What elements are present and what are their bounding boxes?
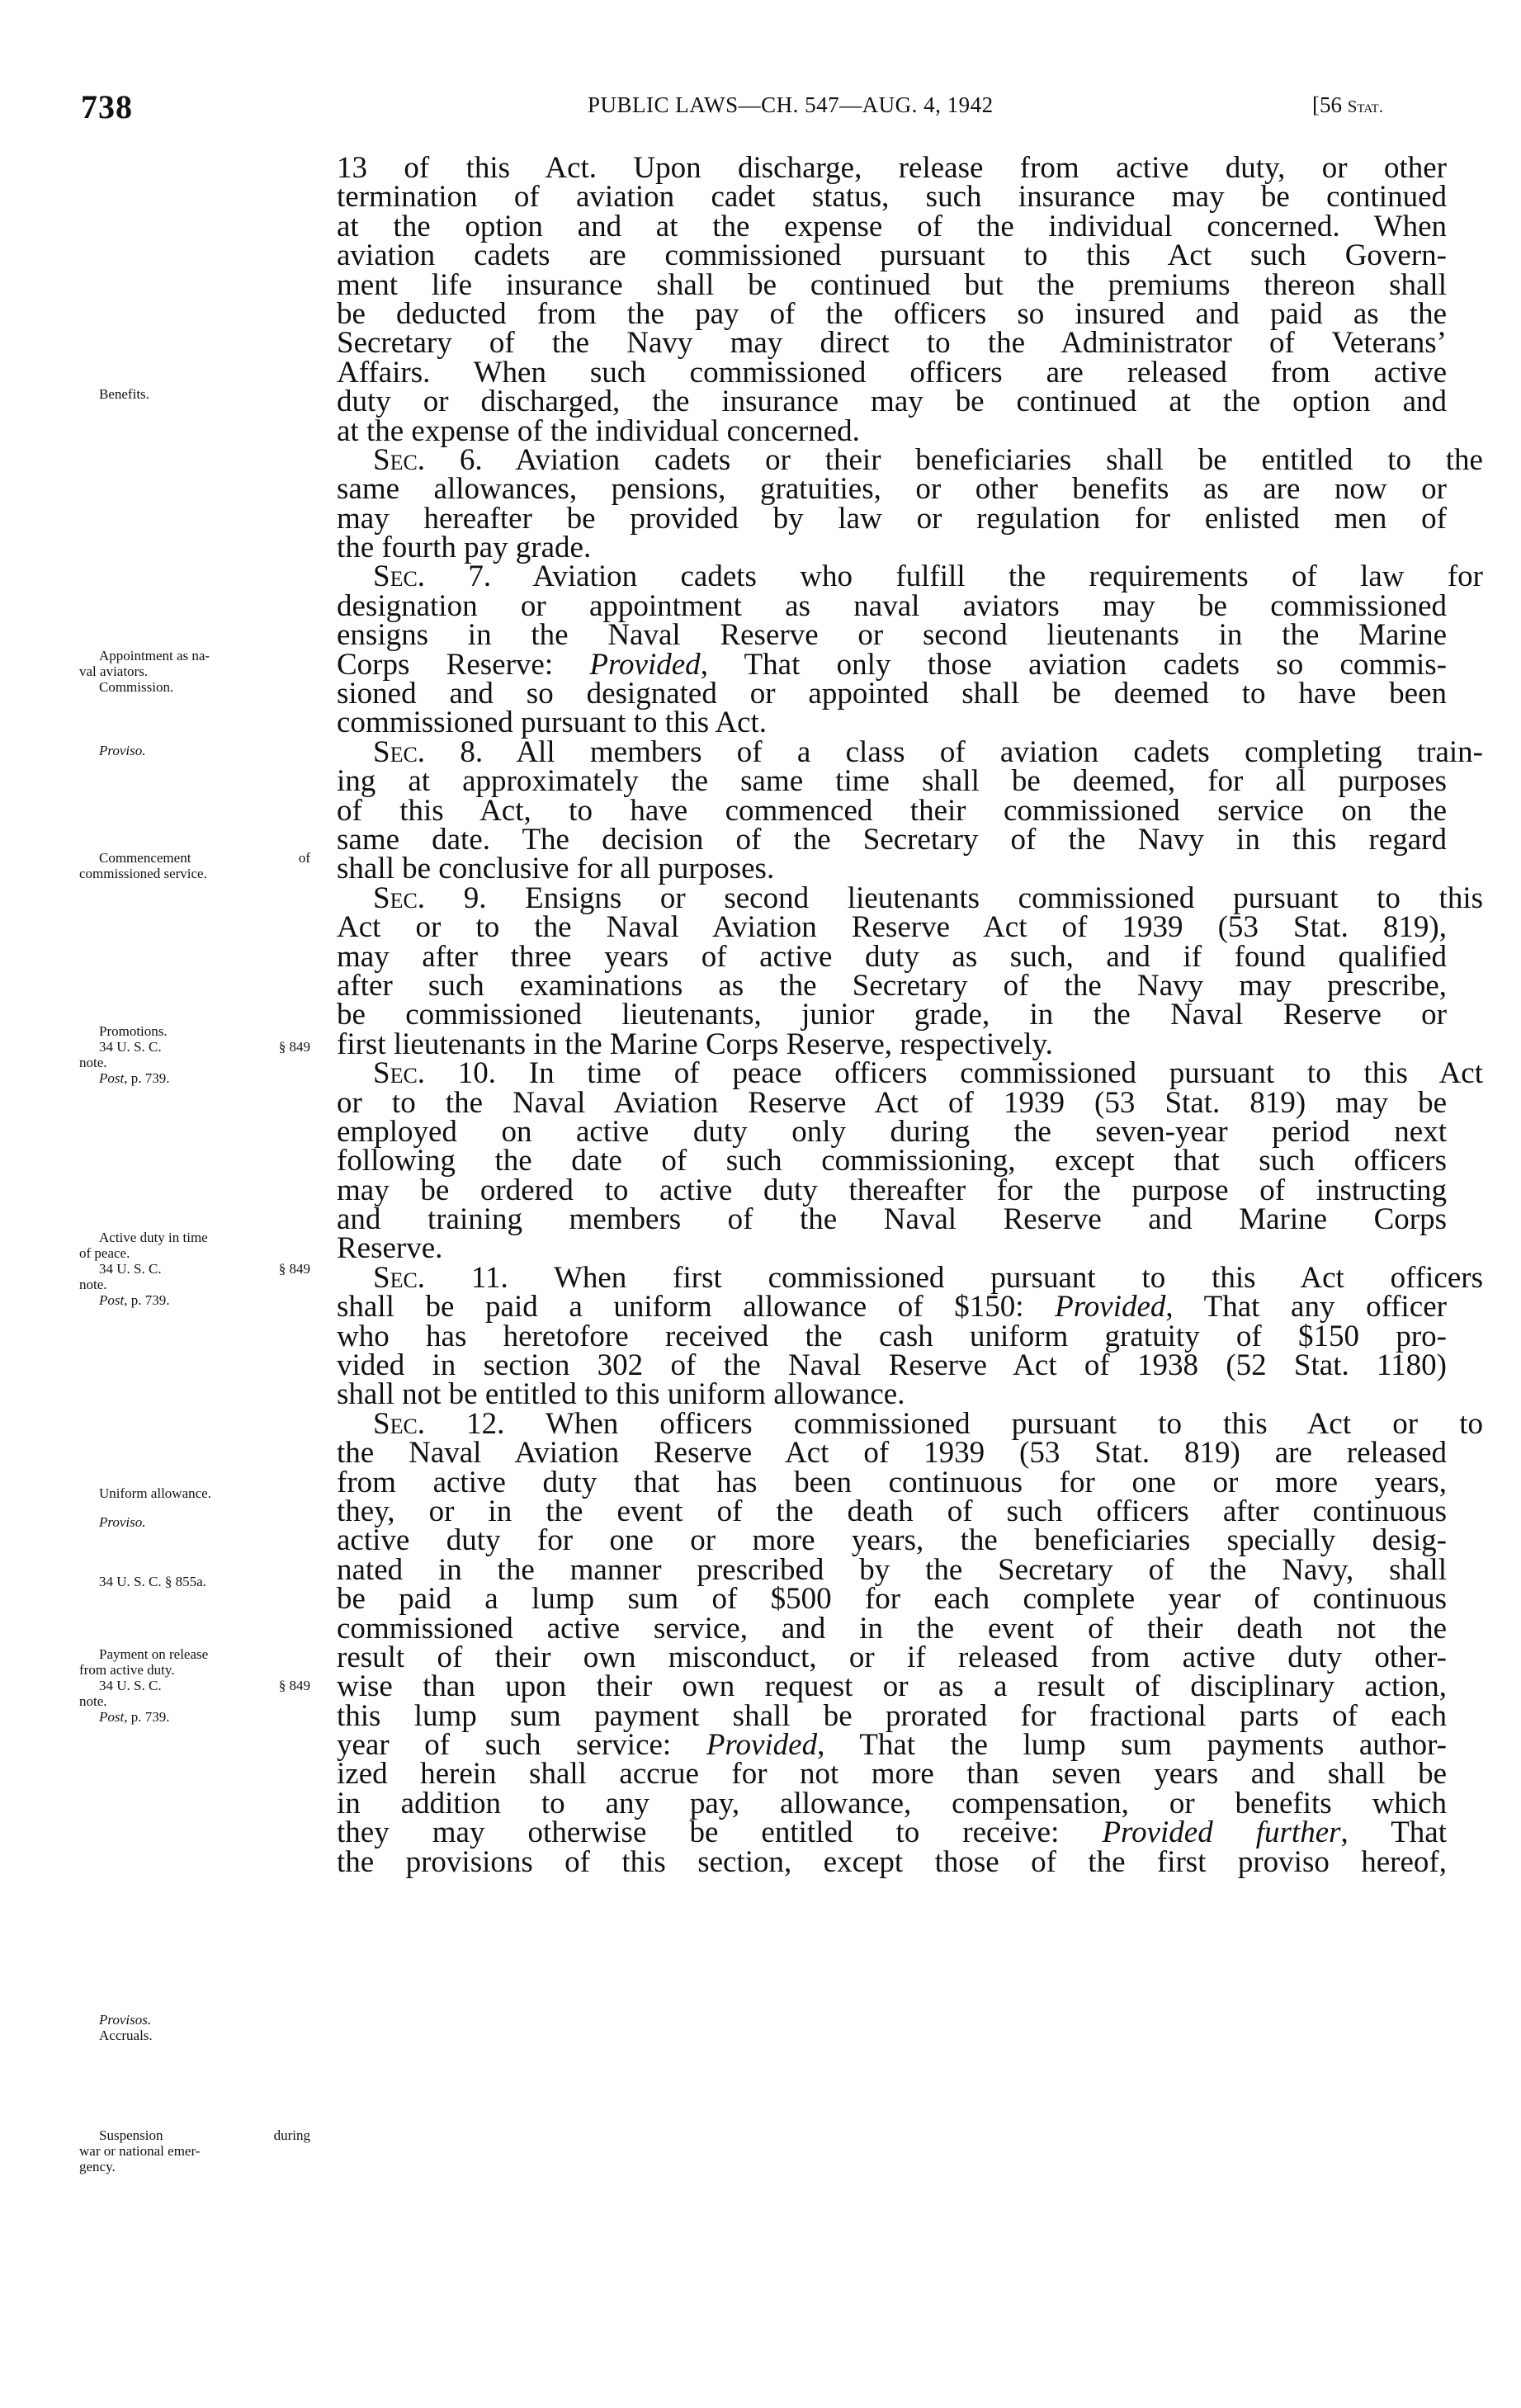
text-line — [337, 677, 1447, 711]
text-line — [337, 793, 1447, 828]
margin-note-text: of — [298, 850, 310, 866]
usc-citation: 34 U. S. C. — [99, 1261, 162, 1277]
usc-citation: 34 U. S. C. — [99, 1678, 162, 1693]
text-line — [337, 1611, 1447, 1645]
text-fragment: of this Act, to have commenced their commissioned service on the — [337, 793, 1447, 828]
margin-note-commencement — [79, 850, 310, 881]
margin-note-text: war or national emer- — [79, 2143, 201, 2159]
text-line — [337, 151, 1447, 185]
text-line — [337, 267, 1447, 302]
margin-note-text: note. — [79, 1277, 107, 1292]
text-line — [337, 1085, 1447, 1120]
text-line — [337, 1640, 1447, 1674]
text-fragment: Aviation cadets or their beneficiaries shall be entitled to the — [482, 442, 1483, 477]
section-number: Sec. 9. — [373, 881, 487, 915]
text-fragment: shall be paid a uniform allowance of $150: — [337, 1290, 1056, 1324]
text-fragment: in addition to any pay, allowance, compensation, or benefits which — [337, 1786, 1447, 1820]
section-number: Sec. 8. — [373, 734, 484, 769]
margin-note-text: Proviso. — [99, 1514, 146, 1530]
text-fragment: ing at approximately the same time shall be deemed, for all purposes — [337, 764, 1447, 799]
text-line — [337, 852, 1447, 886]
text-fragment: Act or to the Naval Aviation Reserve Act of 1939 (53 Stat. 819), — [337, 910, 1447, 945]
text-line — [337, 939, 1447, 974]
section-first-line — [337, 442, 1483, 477]
margin-note-row — [79, 2127, 310, 2143]
text-line — [337, 1173, 1447, 1207]
text-line — [337, 501, 1447, 536]
text-fragment: the Naval Aviation Reserve Act of 1939 (53 Stat. 819) are released — [337, 1436, 1447, 1471]
text-fragment: Affairs. When such commissioned officers are released from active — [337, 355, 1447, 390]
margin-note-text: Payment on release — [99, 1646, 209, 1662]
text-fragment: wise than upon their own request or as a result of disciplinary action, — [337, 1669, 1447, 1704]
text-fragment: result of their own misconduct, or if released from active duty other- — [337, 1640, 1447, 1674]
text-line — [337, 1582, 1447, 1617]
text-fragment: shall not be entitled to this uniform allowance. — [337, 1377, 905, 1412]
margin-note-provisos-accruals — [79, 2012, 310, 2043]
margin-note-text: from active duty. — [79, 1662, 175, 1678]
usc-citation: 34 U. S. C. — [99, 1039, 162, 1055]
margin-note-text: Active duty in time — [99, 1230, 208, 1245]
text-fragment: Corps Reserve: — [337, 647, 590, 682]
margin-note-text: Commission. — [99, 679, 174, 695]
text-fragment: When officers commissioned pursuant to this Act or to — [504, 1406, 1483, 1441]
text-fragment: designation or appointment as naval aviators may be commissioned — [337, 588, 1447, 623]
margin-note-text: of peace. — [79, 1245, 130, 1261]
text-line — [337, 1348, 1447, 1383]
text-line — [337, 413, 1447, 448]
text-fragment: When first commissioned pursuant to this Act officers — [508, 1260, 1483, 1295]
text-line — [337, 1669, 1447, 1704]
text-fragment: they, or in the event of the death of such officers after continuous — [337, 1494, 1447, 1528]
text-line — [337, 764, 1447, 799]
margin-note-text: Suspension — [99, 2127, 163, 2143]
usc-section: § 849 — [278, 1678, 310, 1693]
text-line — [337, 1319, 1447, 1353]
text-fragment: at the option and at the expense of the individual concerned. When — [337, 209, 1447, 243]
usc-section: § 849 — [278, 1261, 310, 1277]
text-fragment: , That the lump sum payments author- — [817, 1728, 1447, 1763]
text-line — [337, 296, 1447, 331]
text-line — [337, 209, 1447, 243]
text-fragment: All members of a class of aviation cadets completing train- — [483, 734, 1483, 769]
text-fragment: ment life insurance shall be continued but the premiums thereon shall — [337, 267, 1447, 302]
text-fragment: be commissioned lieutenants, junior grade, in the Naval Reserve or — [337, 998, 1447, 1032]
post-page-ref — [79, 1709, 310, 1725]
text-fragment: , That only those aviation cadets so commis- — [700, 647, 1447, 682]
post-page-ref — [79, 1292, 310, 1308]
text-line — [337, 1027, 1447, 1061]
text-fragment: ized herein shall accrue for not more than seven years and shall be — [337, 1757, 1447, 1792]
section-first-line — [337, 1406, 1483, 1441]
text-line — [337, 1465, 1447, 1499]
text-line — [337, 618, 1447, 653]
text-line — [337, 1844, 1447, 1879]
section-first-line — [337, 1056, 1483, 1091]
text-line — [337, 1494, 1447, 1528]
margin-note-text: during — [273, 2127, 310, 2143]
proviso-italic: Provided — [589, 647, 701, 682]
margin-note-text: Provisos. — [99, 2012, 152, 2028]
text-fragment: the provisions of this section, except those of the first proviso hereof, — [337, 1844, 1447, 1879]
text-fragment: year of such service: — [337, 1728, 706, 1763]
text-fragment: may hereafter be provided by law or regulation for enlisted men of — [337, 501, 1447, 536]
section-number: Sec. 7. — [373, 560, 492, 594]
text-line — [337, 1523, 1447, 1558]
text-fragment: vided in section 302 of the Naval Reserve Act of 1938 (52 Stat. 1180) — [337, 1348, 1447, 1383]
margin-note-row — [79, 1261, 310, 1277]
text-line — [337, 706, 1447, 740]
text-fragment: Ensigns or second lieutenants commissioned pursuant to this — [486, 881, 1484, 915]
margin-note-active-duty — [79, 1230, 310, 1308]
text-line — [337, 472, 1447, 507]
margin-note-row — [79, 850, 310, 866]
text-fragment: be deducted from the pay of the officers so insured and paid as the — [337, 296, 1447, 331]
text-fragment: ensigns in the Naval Reserve or second lieutenants in the Marine — [337, 618, 1447, 653]
post-page: , p. 739. — [124, 1709, 170, 1725]
statute-body-text — [337, 151, 1484, 1879]
post-page: , p. 739. — [124, 1070, 170, 1086]
text-line — [337, 238, 1447, 273]
running-head-title: PUBLIC LAWS—CH. 547—AUG. 4, 1942 — [588, 92, 994, 117]
text-line — [337, 1377, 1447, 1412]
text-fragment: 13 of this Act. Upon discharge, release from active duty, or other — [337, 151, 1447, 185]
margin-note-text: Commencement — [99, 850, 191, 866]
section-number: Sec. 10. — [373, 1056, 497, 1091]
text-line — [337, 1552, 1447, 1587]
margin-note-row — [79, 1039, 310, 1055]
margin-note-benefits — [79, 386, 310, 402]
margin-note-text: note. — [79, 1055, 107, 1070]
text-line — [337, 531, 1447, 565]
section-first-line — [337, 734, 1483, 769]
text-line — [337, 180, 1447, 215]
text-line — [337, 326, 1447, 361]
text-line — [337, 1202, 1447, 1237]
text-fragment: active duty for one or more years, the beneficiaries specially desig- — [337, 1523, 1447, 1558]
stat-ref-label: Stat. — [1347, 97, 1383, 116]
text-fragment: after such examinations as the Secretary of the Navy may prescribe, — [337, 968, 1447, 1003]
margin-note-text: note. — [79, 1693, 107, 1709]
section-first-line — [337, 881, 1484, 915]
section-number: Sec. 6. — [373, 442, 483, 477]
proviso-italic: Provided — [706, 1728, 818, 1763]
text-line — [337, 1231, 1447, 1266]
margin-note-payment-release — [79, 1646, 310, 1725]
text-fragment: Secretary of the Navy may direct to the Administrator of Veterans’ — [337, 326, 1447, 361]
text-fragment: at the expense of the individual concerned. — [337, 413, 860, 448]
text-fragment: the fourth pay grade. — [337, 531, 592, 565]
text-line — [337, 1815, 1447, 1850]
text-fragment: first lieutenants in the Marine Corps Reserve, respectively. — [337, 1027, 1053, 1061]
text-fragment: and training members of the Naval Reserve and Marine Corps — [337, 1202, 1447, 1237]
text-line — [337, 588, 1447, 623]
section-number: Sec. 11. — [373, 1260, 508, 1295]
usc-citation: 34 U. S. C. § 855a. — [99, 1574, 206, 1589]
margin-note-appointment — [79, 648, 310, 695]
margin-note-uniform-allowance — [79, 1485, 310, 1530]
text-line — [337, 1728, 1447, 1763]
text-fragment: , That — [1340, 1815, 1447, 1850]
text-line — [337, 1698, 1447, 1733]
text-line — [337, 385, 1447, 419]
text-fragment: shall be conclusive for all purposes. — [337, 852, 775, 886]
text-fragment: same date. The decision of the Secretary of the Navy in this regard — [337, 822, 1447, 857]
post-page: , p. 739. — [124, 1292, 170, 1308]
text-fragment: this lump sum payment shall be prorated for fractional parts of each — [337, 1698, 1447, 1733]
text-fragment: Aviation cadets who fulfill the requirements of law for — [491, 560, 1483, 594]
margin-note-text: Promotions. — [99, 1023, 168, 1039]
running-header — [0, 83, 1521, 124]
text-fragment: may after three years of active duty as such, and if found qualified — [337, 939, 1447, 974]
post-label: Post — [99, 1709, 125, 1725]
post-label: Post — [99, 1292, 125, 1308]
text-line — [337, 1290, 1448, 1324]
margin-note-text: gency. — [79, 2159, 116, 2174]
proviso-italic: Provided — [1055, 1290, 1166, 1324]
page-number: 738 — [81, 88, 133, 125]
section-first-line — [337, 560, 1483, 594]
post-label: Post — [99, 1070, 125, 1086]
text-fragment: employed on active duty only during the seven-year period next — [337, 1114, 1447, 1149]
text-line — [337, 1786, 1447, 1820]
margin-note-text: val aviators. — [79, 663, 149, 679]
text-fragment: or to the Naval Aviation Reserve Act of 1939 (53 Stat. 819) may be — [337, 1085, 1447, 1120]
text-line — [337, 998, 1447, 1032]
text-line — [337, 1436, 1447, 1471]
text-fragment: duty or discharged, the insurance may be continued at the option and — [337, 385, 1447, 419]
text-fragment: be paid a lump sum of $500 for each complete year of continuous — [337, 1582, 1447, 1617]
text-fragment: commissioned pursuant to this Act. — [337, 706, 768, 740]
text-fragment: may be ordered to active duty thereafter for the purpose of instructing — [337, 1173, 1447, 1207]
text-fragment: following the date of such commissioning, except that such officers — [337, 1144, 1447, 1178]
statute-volume-reference — [1312, 92, 1383, 118]
margin-note-proviso — [79, 743, 310, 758]
margin-note-text: Accruals. — [99, 2028, 153, 2043]
proviso-italic: Provided further — [1102, 1815, 1341, 1850]
text-line — [337, 355, 1447, 390]
section-number: Sec. 12. — [373, 1406, 505, 1441]
text-fragment: from active duty that has been continuous for one or more years, — [337, 1465, 1447, 1499]
text-line — [337, 1757, 1447, 1792]
text-fragment: who has heretofore received the cash uniform gratuity of $150 pro- — [337, 1319, 1447, 1353]
text-fragment: same allowances, pensions, gratuities, or other benefits as are now or — [337, 472, 1447, 507]
margin-note-usc-855a — [79, 1574, 310, 1589]
text-fragment: , That any officer — [1165, 1290, 1448, 1324]
margin-note-suspension — [79, 2127, 310, 2174]
text-fragment: termination of aviation cadet status, such insurance may be continued — [337, 180, 1447, 215]
text-fragment: aviation cadets are commissioned pursuant to this Act such Govern- — [337, 238, 1447, 273]
text-fragment: sioned and so designated or appointed shall be deemed to have been — [337, 677, 1447, 711]
margin-note-text: Proviso. — [99, 743, 146, 758]
text-fragment: commissioned active service, and in the event of their death not the — [337, 1611, 1447, 1645]
margin-note-text: Appointment as na- — [99, 648, 210, 663]
section-first-line — [337, 1260, 1483, 1295]
stat-ref-prefix: [56 — [1312, 92, 1348, 117]
post-page-ref — [79, 1070, 310, 1086]
text-line — [337, 910, 1447, 945]
text-line — [337, 647, 1447, 682]
text-line — [337, 968, 1447, 1003]
margin-note-text: Uniform allowance. — [99, 1485, 211, 1501]
text-fragment: they may otherwise be entitled to receive: — [337, 1815, 1103, 1850]
margin-note-row — [79, 1678, 310, 1693]
text-line — [337, 822, 1447, 857]
margin-note-text: commissioned service. — [79, 866, 207, 881]
margin-note-promotions — [79, 1023, 310, 1086]
text-line — [337, 1144, 1447, 1178]
text-fragment: nated in the manner prescribed by the Secretary of the Navy, shall — [337, 1552, 1447, 1587]
margin-note-text: Benefits. — [99, 386, 149, 402]
text-line — [337, 1114, 1447, 1149]
text-fragment: In time of peace officers commissioned pursuant to this Act — [496, 1056, 1483, 1091]
usc-section: § 849 — [278, 1039, 310, 1055]
text-fragment: Reserve. — [337, 1231, 443, 1266]
